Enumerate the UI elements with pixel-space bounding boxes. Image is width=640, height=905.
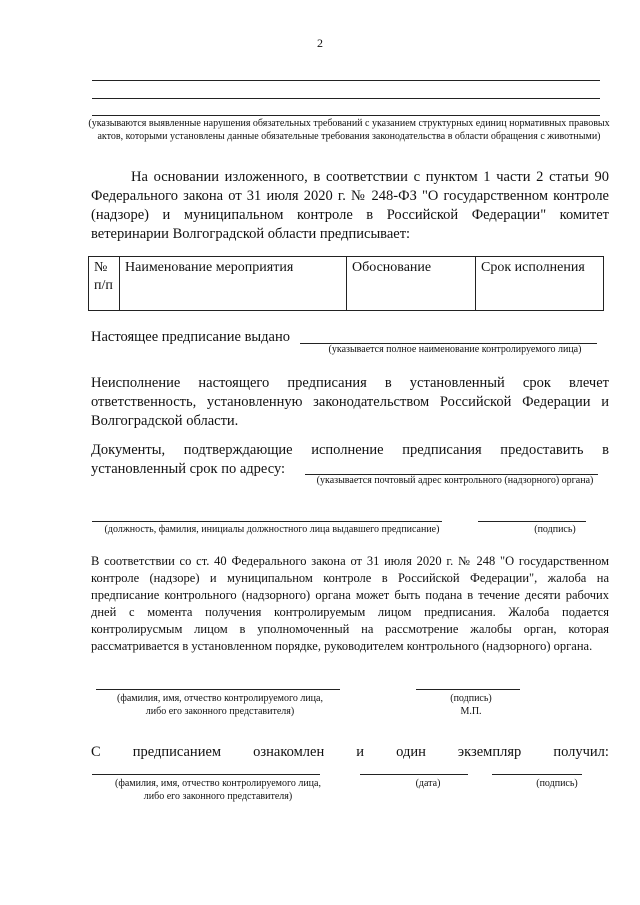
col-deadline-header: Срок исполнения: [476, 257, 604, 311]
col-basis-header: Обоснование: [347, 257, 476, 311]
ack-word: получил:: [553, 744, 609, 760]
ack-word: предписанием: [132, 744, 222, 760]
official-sign-caption: (подпись): [534, 524, 576, 535]
controlled-name-line: [96, 689, 340, 690]
fill-line: [92, 115, 600, 116]
fill-line: [92, 98, 600, 99]
official-position-line: [92, 521, 442, 522]
ack-name-caption-1: (фамилия, имя, отчество контролируемого лица,: [115, 778, 321, 789]
controlled-name-caption-2: либо его законного представителя): [145, 706, 295, 717]
controlled-name-caption-1: (фамилия, имя, отчество контролируемого лица,: [117, 693, 323, 704]
ack-word: экземпляр: [457, 744, 522, 760]
ack-date-line: [360, 774, 468, 775]
ack-word: один: [396, 744, 426, 760]
address-caption: (указывается почтовый адрес контрольного (надзорного) органа): [316, 475, 594, 486]
fill-line: [92, 80, 600, 81]
ack-word: и: [356, 744, 365, 760]
controlled-sign-caption: (подпись): [450, 693, 492, 704]
official-sign-line: [478, 521, 586, 522]
page-number: 2: [317, 36, 323, 50]
appeal-paragraph: В соответствии со ст. 40 Федерального закона от 31 июля 2020 г. № 248 "О государственном контроле (надзоре) и муниципальном контроле в Российской Федерации", жалоба на предписание контрольного (надзорного) органа может быть подана в течение десяти рабочих дней с момента получения контролируемым лицом предписания. Жалоба подается контролирусмым лицом в уполномоченный на рассмотрение жалобы орган, которая рассматривается в установленном порядке, руководителем контрольного (надзорного) органа.: [91, 554, 609, 653]
col-number-header: № п/п: [89, 257, 120, 311]
ack-date-caption: (дата): [415, 778, 441, 789]
measures-table: [88, 256, 604, 311]
table-header-row: [89, 257, 604, 311]
issued-caption: (указывается полное наименование контролируемого лица): [328, 344, 582, 355]
documents-line-1: Документы, подтверждающие исполнение предписания предоставить в: [91, 442, 609, 458]
stamp-label: М.П.: [460, 706, 482, 717]
col-measure-header: Наименование мероприятия: [120, 257, 347, 311]
ack-name-line: [92, 774, 320, 775]
official-position-caption: (должность, фамилия, инициалы должностного лица выдавшего предписание): [104, 524, 440, 535]
ack-word: С: [91, 744, 101, 760]
documents-line-2: установленный срок по адресу:: [91, 461, 286, 477]
ack-name-caption-2: либо его законного представителя): [143, 791, 293, 802]
issued-label: Настоящее предписание выдано: [91, 329, 290, 345]
ack-word: ознакомлен: [253, 744, 325, 760]
basis-paragraph: На основании изложенного, в соответствии с пунктом 1 части 2 статьи 90 Федерального закона от 31 июля 2020 г. № 248-ФЗ "О государственном контроле (надзоре) и муниципальном контроле в Российской Федерации" комитет ветеринарии Волгоградской области предписывает:: [91, 169, 609, 242]
controlled-sign-line: [416, 689, 520, 690]
acknowledgement-line: [91, 743, 609, 762]
non-compliance-paragraph: Неисполнение настоящего предписания в установленный срок влечет ответственность, установленную законодательством Российской Федерации и Волгоградской области.: [91, 375, 609, 429]
ack-sign-line: [492, 774, 582, 775]
violations-caption: (указываются выявленные нарушения обязательных требований с указанием структурных единиц нормативных правовых актов, которыми установлены данные обязательные требования законодательства в области обращения с животными): [88, 118, 610, 142]
ack-sign-caption: (подпись): [536, 778, 578, 789]
